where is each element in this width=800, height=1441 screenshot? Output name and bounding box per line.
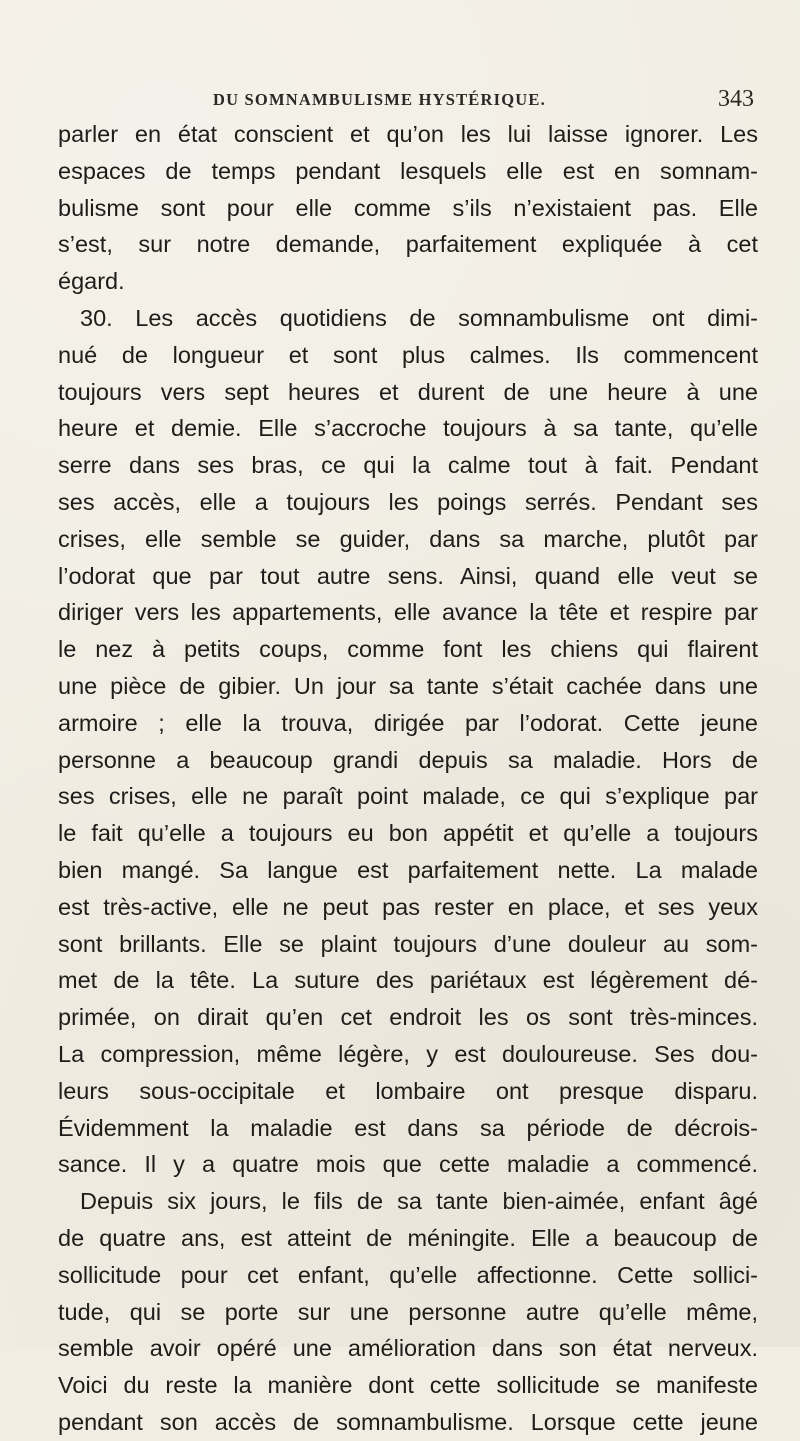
text-line: heure et demie. Elle s’accroche toujours à sa tante, qu’elle [58, 415, 758, 442]
body-text [58, 116, 758, 1441]
text-line: nué de longueur et sont plus calmes. Ils commencent [58, 341, 758, 368]
text-line: serre dans ses bras, ce qui la calme tout à fait. Pendant [58, 452, 758, 479]
text-line: le fait qu’elle a toujours eu bon appétit et qu’elle a toujours [58, 820, 758, 847]
text-line: l’odorat que par tout autre sens. Ainsi, quand elle veut se [58, 562, 758, 589]
text-line: toujours vers sept heures et durent de une heure à une [58, 378, 758, 405]
page-header [0, 86, 800, 114]
text-line: Voici du reste la manière dont cette sollicitude se manifeste [58, 1372, 758, 1399]
text-line: espaces de temps pendant lesquels elle est en somnam- [58, 157, 758, 184]
text-line: sont brillants. Elle se plaint toujours d’une douleur au som- [58, 930, 758, 957]
text-line: de quatre ans, est atteint de méningite. Elle a beaucoup de [58, 1224, 758, 1251]
text-line: sollicitude pour cet enfant, qu’elle affectionne. Cette sollici- [58, 1261, 758, 1288]
text-line: met de la tête. La suture des pariétaux est légèrement dé- [58, 967, 758, 994]
page-number: 343 [718, 86, 754, 112]
text-line: bien mangé. Sa langue est parfaitement nette. La malade [58, 856, 758, 883]
text-line: s’est, sur notre demande, parfaitement expliquée à cet [58, 231, 758, 258]
text-line: Depuis six jours, le fils de sa tante bien-aimée, enfant âgé [80, 1188, 758, 1215]
text-line: le nez à petits coups, comme font les chiens qui flairent [58, 636, 758, 663]
text-line: personne a beaucoup grandi depuis sa maladie. Hors de [58, 746, 758, 773]
text-line: crises, elle semble se guider, dans sa marche, plutôt par [58, 525, 758, 552]
running-title: DU SOMNAMBULISME HYSTÉRIQUE. [213, 90, 546, 109]
text-line: semble avoir opéré une amélioration dans son état nerveux. [58, 1335, 758, 1362]
text-line: bulisme sont pour elle comme s’ils n’existaient pas. Elle [58, 194, 758, 221]
text-line: diriger vers les appartements, elle avance la tête et respire par [58, 599, 758, 626]
text-line: ses crises, elle ne paraît point malade, ce qui s’explique par [58, 783, 758, 810]
text-line: armoire ; elle la trouva, dirigée par l’odorat. Cette jeune [58, 709, 758, 736]
text-line: égard. [58, 268, 125, 295]
text-line: La compression, même légère, y est douloureuse. Ses dou- [58, 1040, 758, 1067]
text-line: sance. Il y a quatre mois que cette maladie a commencé. [58, 1151, 758, 1178]
text-line: Évidemment la maladie est dans sa période de décrois- [58, 1114, 758, 1141]
text-line: une pièce de gibier. Un jour sa tante s’était cachée dans une [58, 672, 758, 699]
text-line: primée, on dirait qu’en cet endroit les os sont très-minces. [58, 1004, 758, 1031]
text-line: 30. Les accès quotidiens de somnambulisme ont dimi- [80, 304, 758, 331]
text-line: leurs sous-occipitale et lombaire ont presque disparu. [58, 1077, 758, 1104]
text-line: parler en état conscient et qu’on les lui laisse ignorer. Les [58, 121, 758, 147]
text-line: tude, qui se porte sur une personne autre qu’elle même, [58, 1298, 758, 1325]
text-line: ses accès, elle a toujours les poings serrés. Pendant ses [58, 488, 758, 515]
text-line: est très-active, elle ne peut pas rester en place, et ses yeux [58, 893, 758, 920]
text-line: pendant son accès de somnambulisme. Lorsque cette jeune [58, 1408, 758, 1435]
